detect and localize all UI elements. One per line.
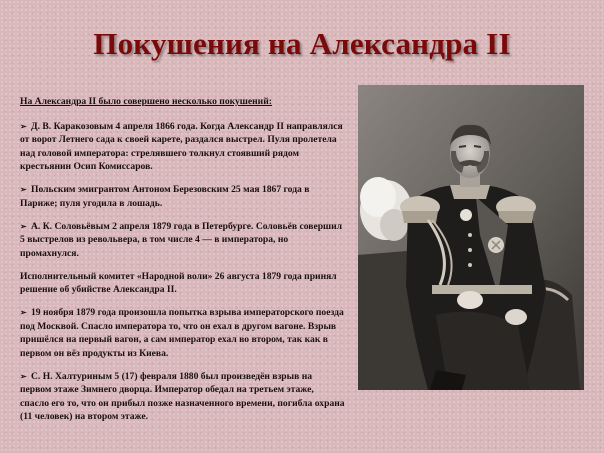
paragraph-4 <box>20 270 345 297</box>
paragraph-text: Д. В. Каракозовым 4 апреля 1866 года. Когда Александр II направлялся от ворот Летнего сада к своей карете, раздался выстрел. Пуля пролетела над головой императора: стрелявшего толкнул стоявший рядом крестьянин Осип Комиссаров. <box>20 120 343 172</box>
paragraph-text: 19 ноября 1879 года произошла попытка взрыва императорского поезда под Москвой. Спасло императора то, что он ехал в другом вагоне. Взрыв пришёлся на первый вагон, а сам император ехал во втором, так как в первом он вёз продукты из Киева. <box>20 307 344 359</box>
paragraph-1 <box>20 120 345 174</box>
arrow-bullet-icon: ➢ <box>20 121 27 131</box>
paragraph-2 <box>20 183 345 210</box>
emperor-portrait-photo <box>358 85 584 390</box>
paragraph-text: С. Н. Халтуриным 5 (17) февраля 1880 был произведён взрыв на первом этаже Зимнего дворца. Император обедал на третьем этаже, спасло его то, что он прибыл позже назначенного времени, погибла охрана (11 человек) на втором этаже. <box>20 370 345 422</box>
text-block <box>20 95 345 433</box>
arrow-bullet-icon: ➢ <box>20 185 27 194</box>
intro-text: На Александра II было совершено несколько покушений: <box>20 96 272 107</box>
paragraph-text: Исполнительный комитет «Народной воли» 26 августа 1879 года принял решение об убийстве Александра II. <box>20 270 337 295</box>
paragraph-text: А. К. Соловьёвым 2 апреля 1879 года в Петербурге. Соловьёв совершил 5 выстрелов из револьвера, в том числе 4 — в императора, но промахнулся. <box>20 220 343 259</box>
slide-title: Покушения на Александра II <box>93 26 511 61</box>
paragraph-3 <box>20 220 345 261</box>
portrait-illustration <box>358 85 584 390</box>
paragraph-6 <box>20 370 345 424</box>
paragraph-5 <box>20 306 345 360</box>
arrow-bullet-icon: ➢ <box>20 371 27 381</box>
arrow-bullet-icon: ➢ <box>20 308 27 317</box>
arrow-bullet-icon: ➢ <box>20 221 27 231</box>
paragraph-text: Польским эмигрантом Антоном Березовским 25 мая 1867 года в Париже; пуля угодила в лошадь. <box>20 184 310 209</box>
